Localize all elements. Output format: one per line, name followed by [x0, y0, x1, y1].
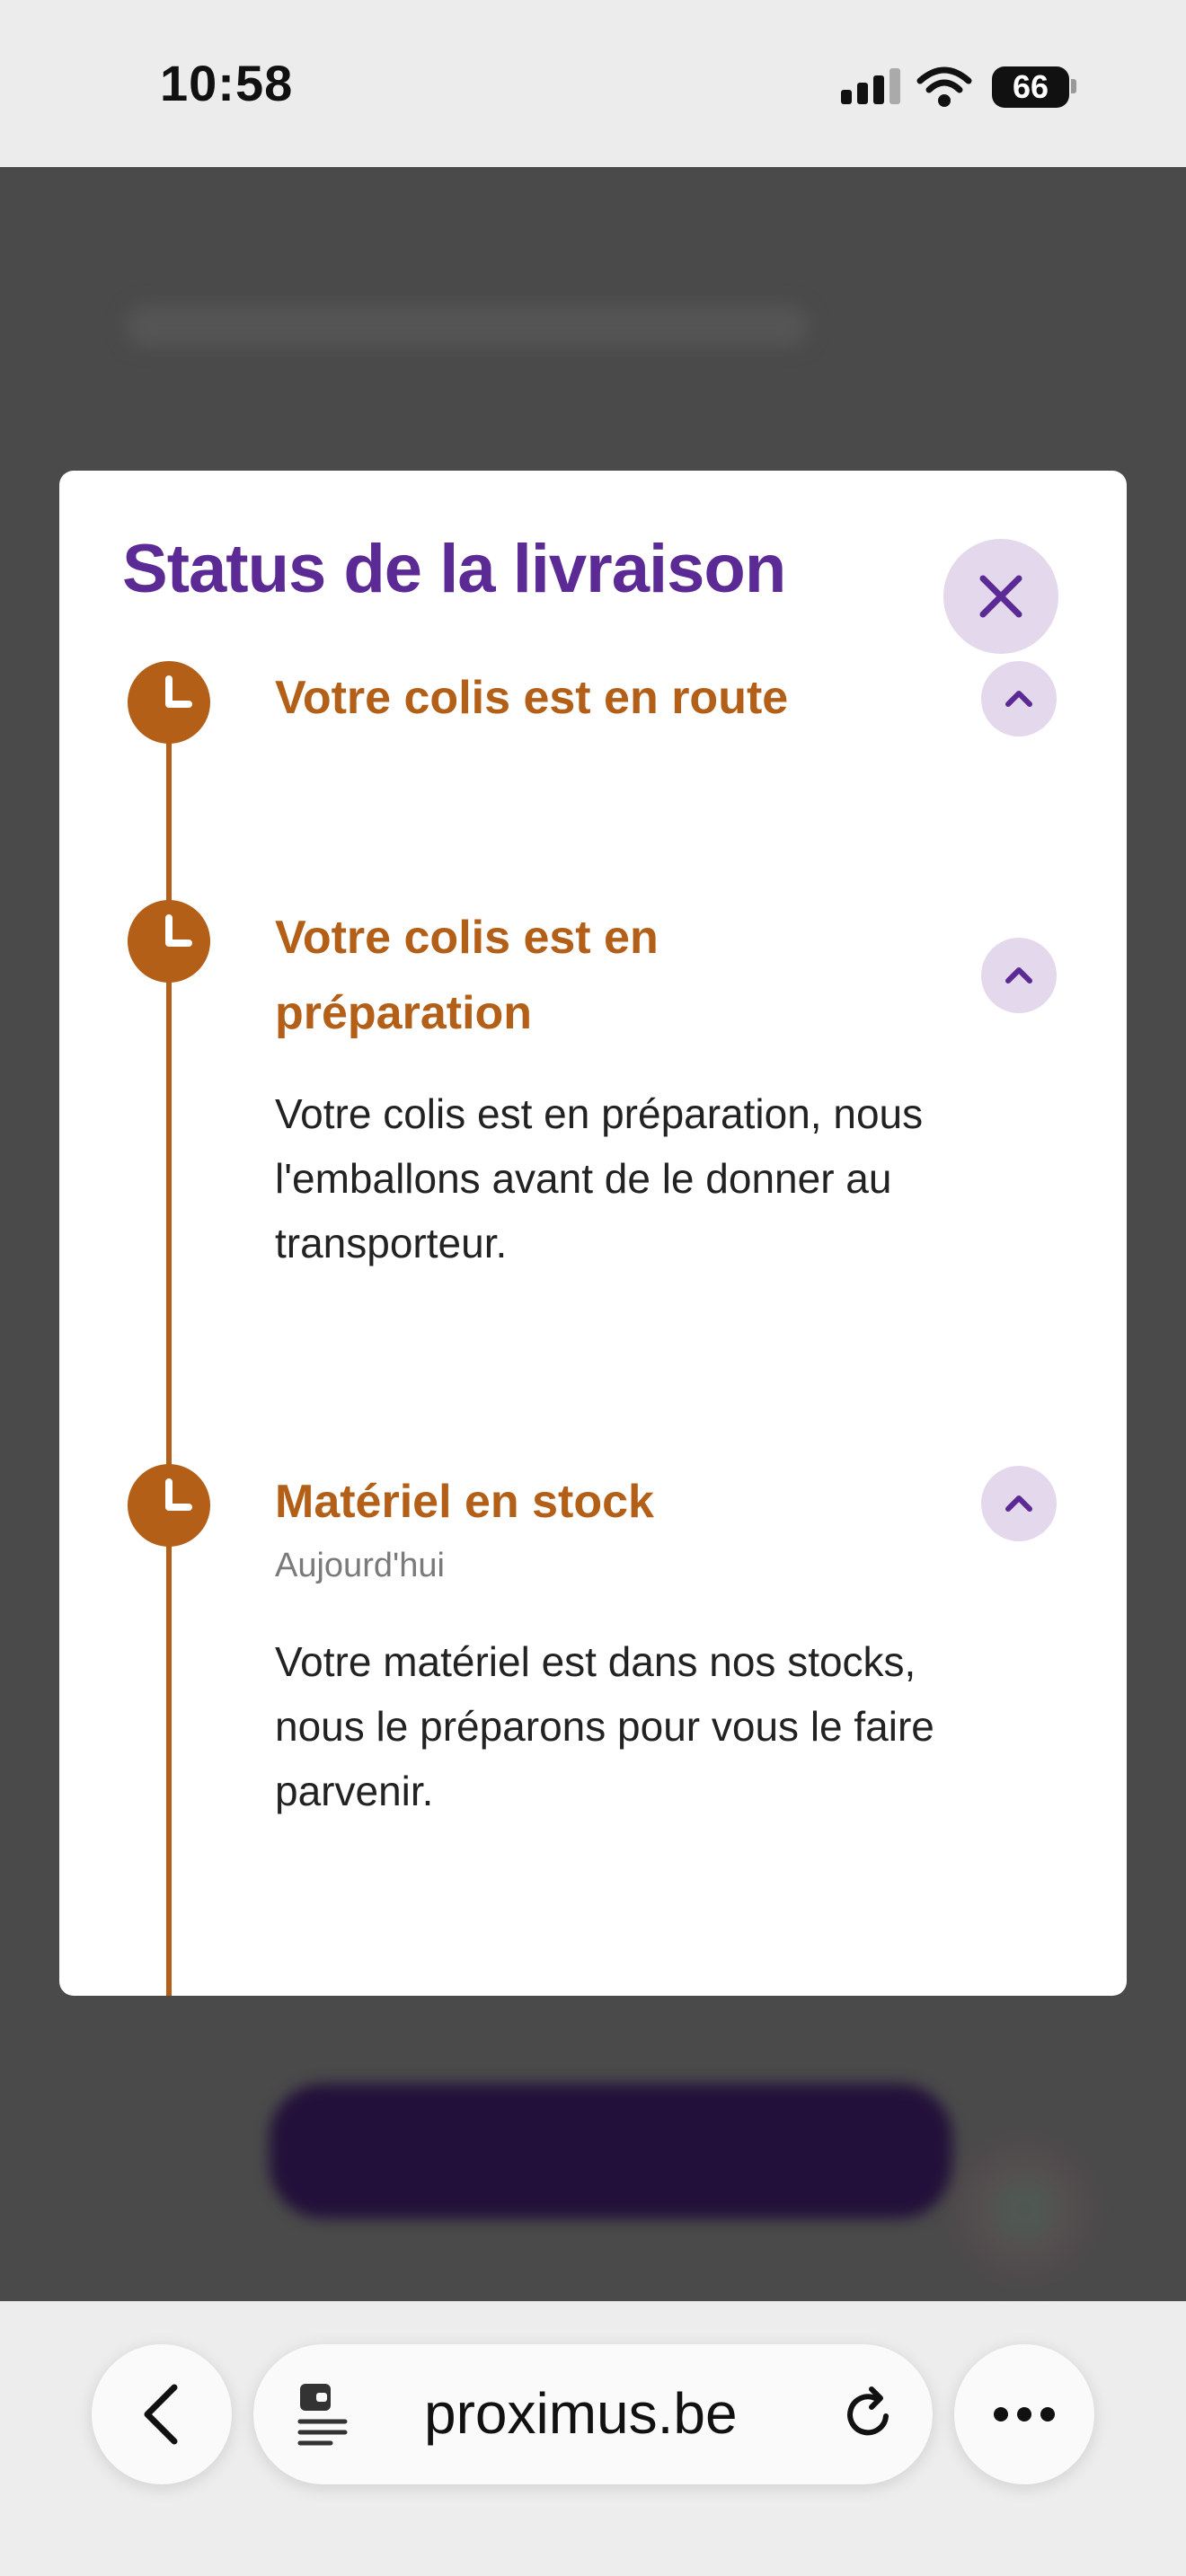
chevron-up-icon — [981, 1466, 1057, 1541]
page-menu-icon[interactable] — [295, 2380, 358, 2452]
collapse-step-button[interactable] — [981, 1466, 1057, 1541]
background-button-blur — [270, 2084, 952, 2219]
step-description: Votre matériel est dans nos stocks, nous le préparons pour vous le faire parvenir. — [275, 1638, 934, 1814]
address-bar[interactable] — [253, 2344, 933, 2484]
step-date: Aujourd'hui — [275, 1547, 445, 1584]
step-title: Votre colis est en route — [275, 672, 789, 724]
step-description: Votre colis est en préparation, nous l'emballons avant de le donner au transporteur. — [275, 1090, 924, 1266]
url-text: proximus.be — [424, 2381, 738, 2446]
chevron-left-icon — [92, 2344, 232, 2484]
close-button[interactable] — [943, 539, 1058, 654]
wifi-icon — [916, 65, 972, 110]
step-title: Votre colis est en préparation — [275, 912, 659, 1039]
browser-toolbar — [0, 2301, 1186, 2576]
battery-cap-icon — [1071, 79, 1076, 93]
status-time: 10:58 — [160, 55, 294, 111]
clock-icon — [128, 1464, 210, 1547]
clock-icon — [128, 661, 210, 744]
background-avatar-blur — [961, 2147, 1087, 2272]
more-options-button[interactable] — [954, 2344, 1094, 2484]
step-title: Matériel en stock — [275, 1476, 654, 1528]
status-bar — [0, 0, 1186, 167]
timeline-line — [166, 686, 172, 1996]
clock-icon — [128, 900, 210, 983]
close-icon — [943, 539, 1058, 654]
collapse-step-button[interactable] — [981, 938, 1057, 1013]
collapse-step-button[interactable] — [981, 661, 1057, 737]
chevron-up-icon — [981, 938, 1057, 1013]
ellipsis-icon — [954, 2344, 1094, 2484]
back-button[interactable] — [92, 2344, 232, 2484]
battery-indicator: 66 — [992, 66, 1069, 108]
reload-icon[interactable] — [836, 2382, 900, 2447]
chevron-up-icon — [981, 661, 1057, 737]
delivery-status-modal — [59, 471, 1127, 1996]
modal-title: Status de la livraison — [122, 531, 786, 607]
background-text-blur — [126, 305, 809, 347]
